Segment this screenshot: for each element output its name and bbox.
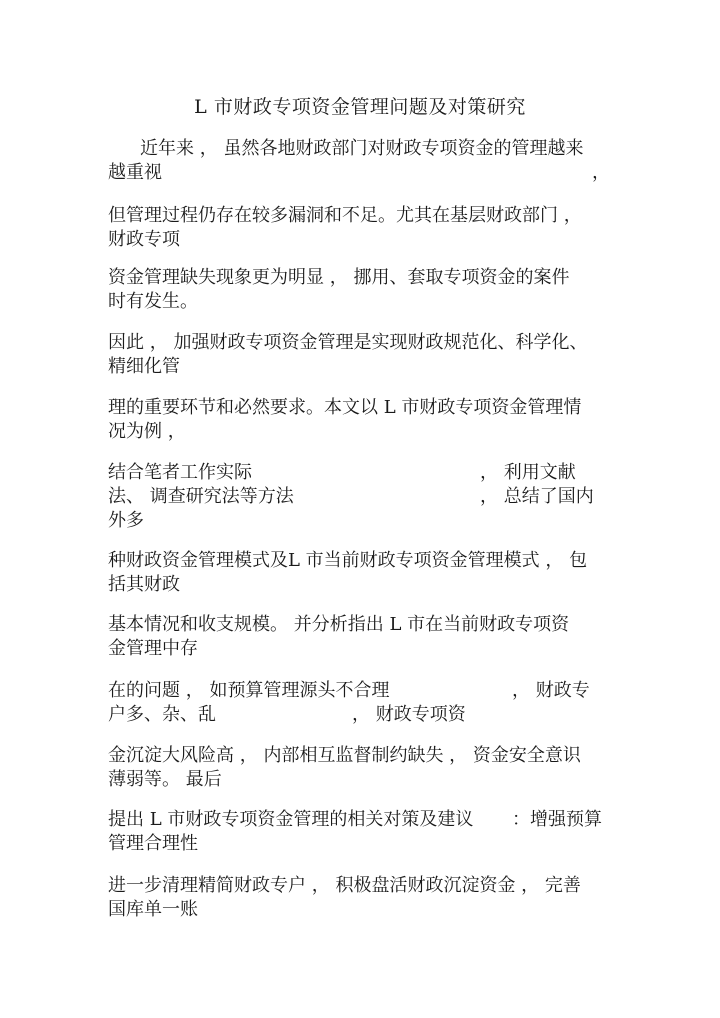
- text-line: 薄弱等。 最后: [108, 769, 222, 790]
- text-line: 理的重要环节和必然要求。本文以 L 市财政专项资金管理情: [108, 397, 582, 418]
- text-line: 基本情况和收支规模。 并分析指出 L 市在当前财政专项资: [108, 614, 570, 635]
- text-line: 提出 L 市财政专项资金管理的相关对策及建议: [108, 809, 474, 830]
- text-line: ， 利用文献: [480, 462, 576, 483]
- text-line: ， 总结了国内: [480, 486, 594, 507]
- text-line: 越重视: [108, 162, 162, 183]
- text-line: 因此 ， 加强财政专项资金管理是实现财政规范化、科学化、: [108, 332, 588, 353]
- text-line: 括其财政: [108, 574, 180, 595]
- text-line: 金沉淀大风险高 ， 内部相互监督制约缺失 ， 资金安全意识: [108, 745, 581, 766]
- text-line: ，: [592, 162, 610, 183]
- text-line: 种财政资金管理模式及L 市当前财政专项资金管理模式 ， 包: [108, 550, 588, 571]
- document-title: L 市财政专项资金管理问题及对策研究: [194, 96, 526, 118]
- text-line: 精细化管: [108, 356, 180, 377]
- text-line: 管理合理性: [108, 833, 198, 854]
- text-line: 但管理过程仍存在较多漏洞和不足。尤其在基层财政部门 ，: [108, 205, 582, 226]
- text-line: 况为例 ，: [108, 421, 186, 442]
- text-line: 国库单一账: [108, 899, 198, 920]
- text-line: 法、 调查研究法等方法: [108, 486, 294, 507]
- text-line: 资金管理缺失现象更为明显 ， 挪用、套取专项资金的案件: [108, 267, 570, 288]
- text-line: 财政专项: [108, 229, 180, 250]
- text-line: 外多: [108, 510, 144, 531]
- text-line: 进一步清理精简财政专户 ， 积极盘活财政沉淀资金 ， 完善: [108, 875, 581, 896]
- text-line: 户多、杂、乱: [108, 704, 216, 725]
- text-line: 在的问题 ， 如预算管理源头不合理: [108, 680, 390, 701]
- text-line: 金管理中存: [108, 638, 198, 659]
- text-line: 近年来 ， 虽然各地财政部门对财政专项资金的管理越来: [140, 138, 584, 159]
- text-line: ：增强预算: [512, 809, 602, 830]
- text-line: ， 财政专: [512, 680, 590, 701]
- text-line: 时有发生。: [108, 291, 198, 312]
- text-line: 结合笔者工作实际: [108, 462, 252, 483]
- text-line: ， 财政专项资: [352, 704, 466, 725]
